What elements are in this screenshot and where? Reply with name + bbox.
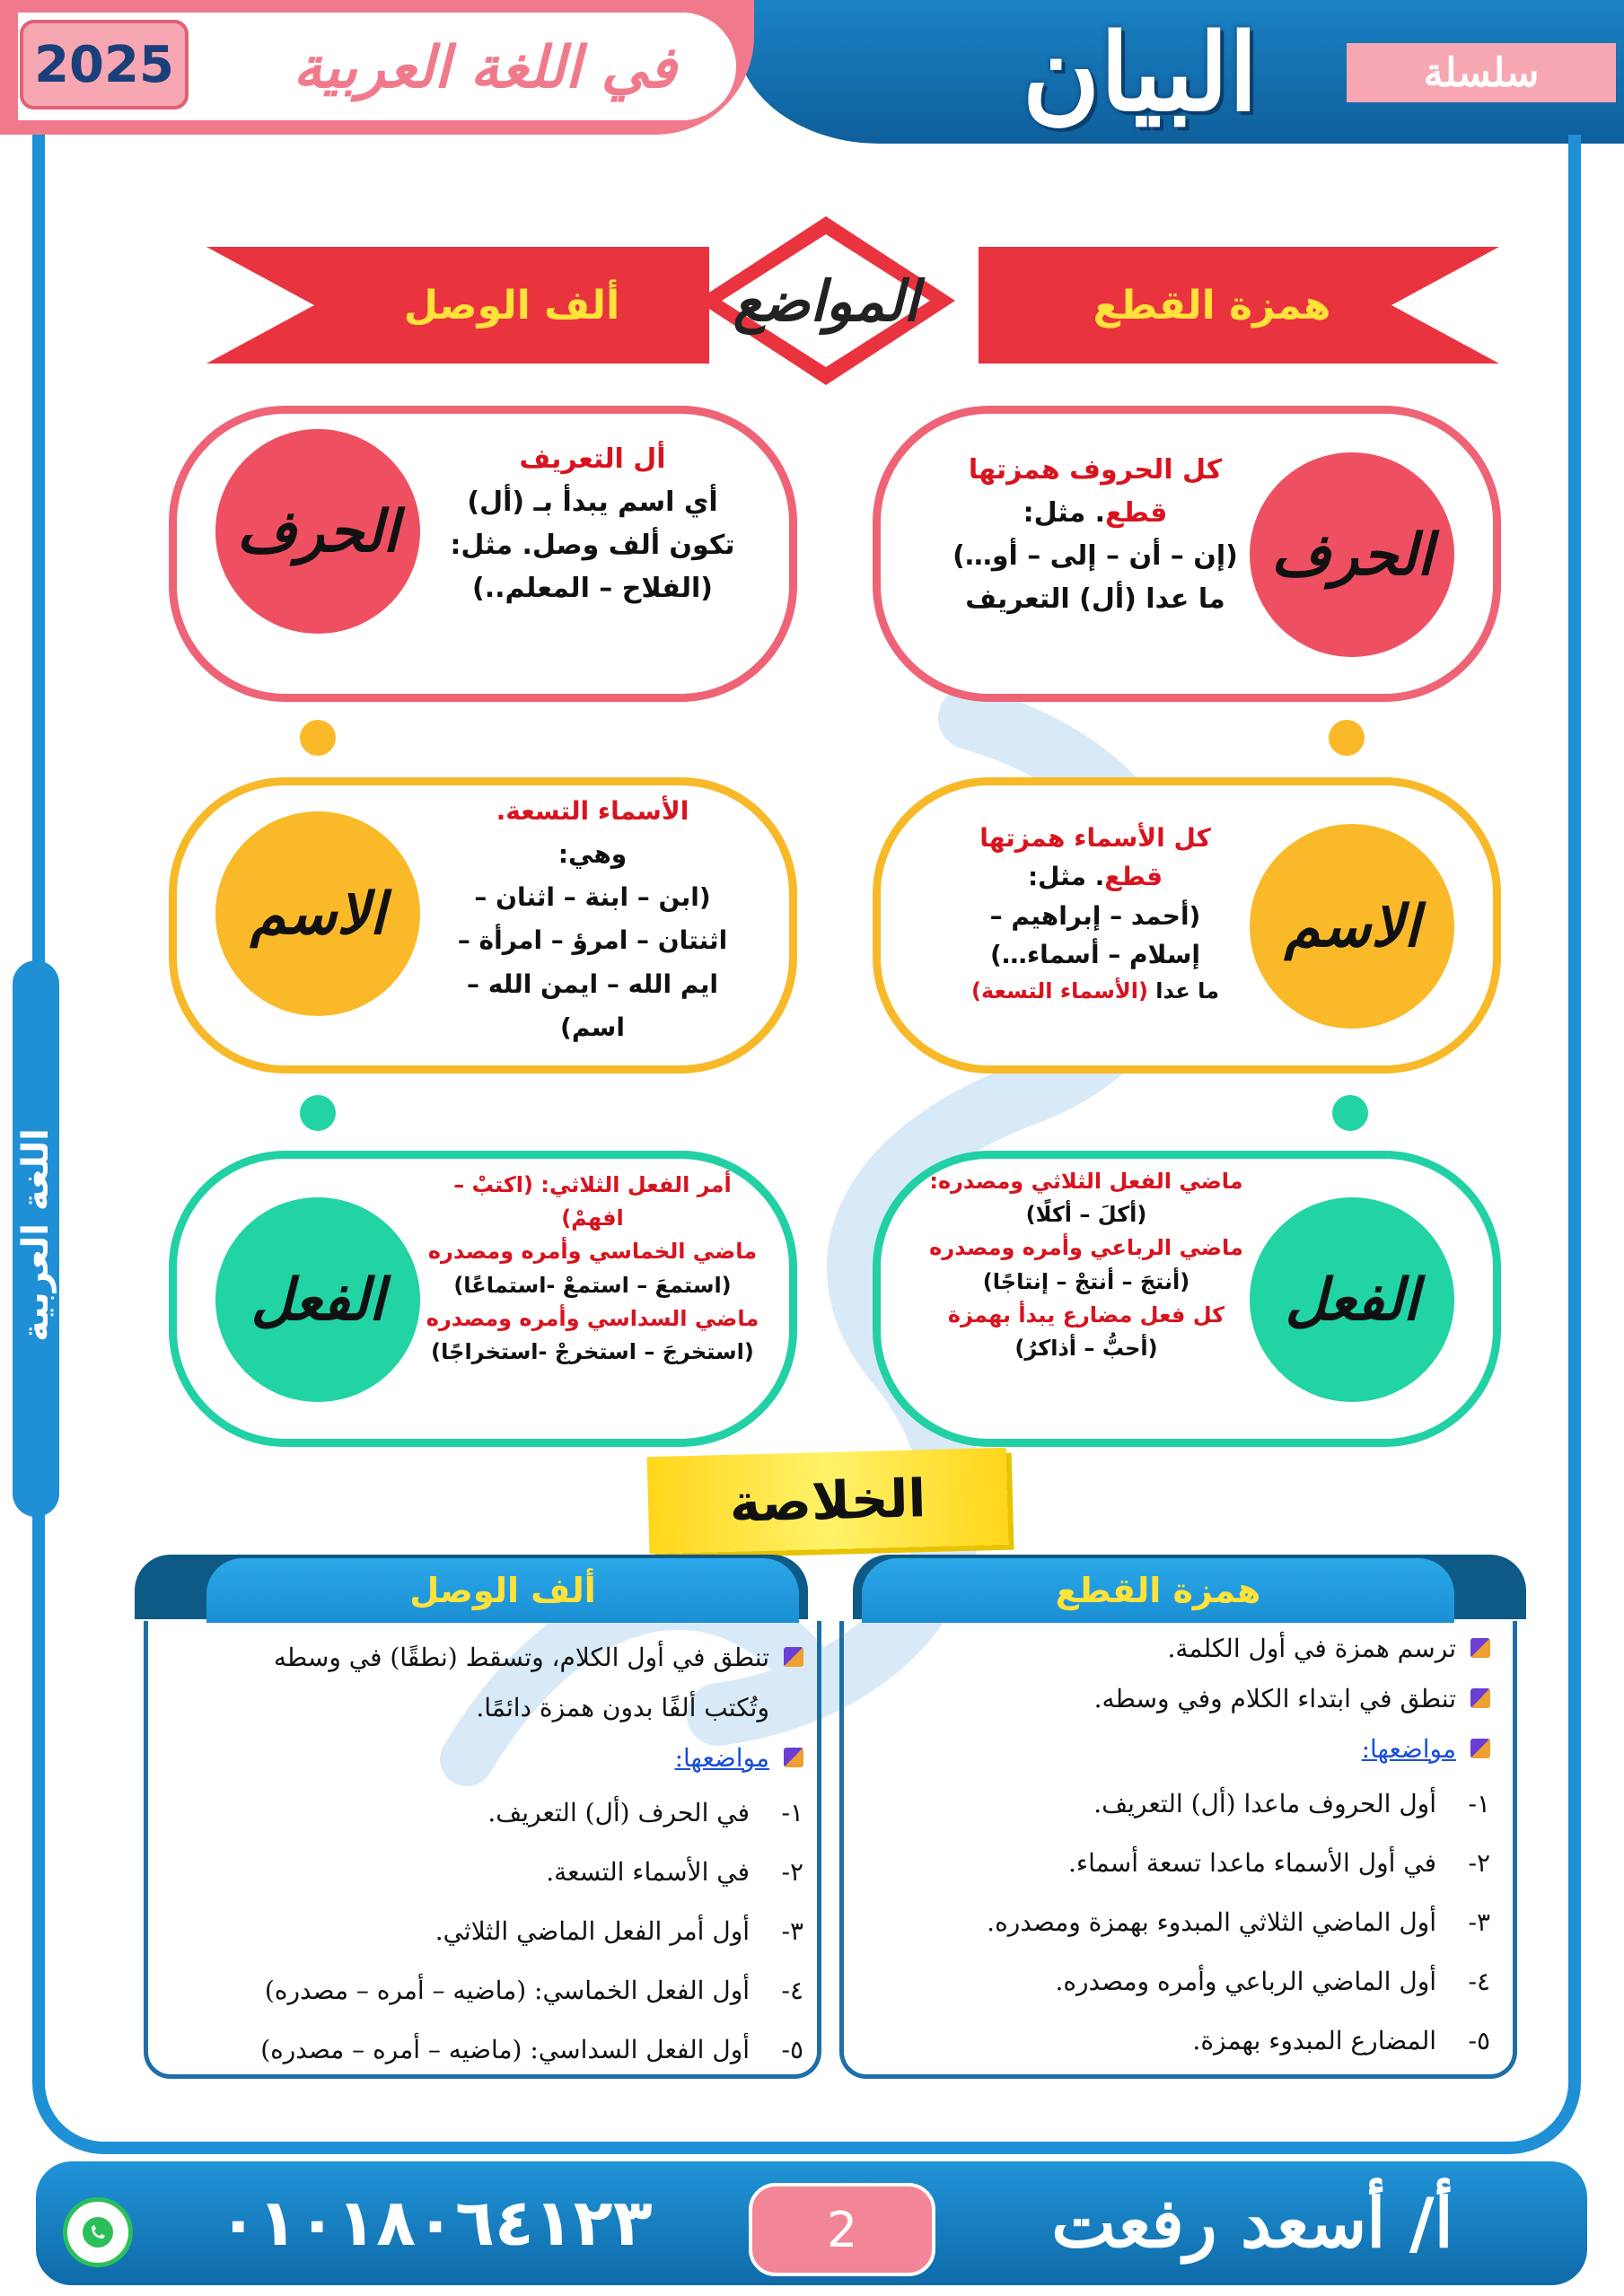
phone-number[interactable]: ٠١٠١٨٠٦٤١٢٣	[218, 2185, 653, 2260]
wasl-ism-l2: وهي:	[557, 839, 628, 870]
series-tag: سلسلة	[1347, 43, 1616, 102]
qat-fel-l3: ماضي الرباعي وأمره ومصدره	[929, 1235, 1243, 1261]
qat-item-num: ١-	[1468, 1788, 1490, 1818]
qat-sum-b1: ترسم همزة في أول الكلمة.	[1167, 1633, 1456, 1663]
wasl-fel-l3: ماضي الخماسي وأمره ومصدره	[427, 1239, 758, 1265]
wasl-item-num: ٣-	[781, 1915, 803, 1946]
qat-fel-l5: كل فعل مضارع يبدأ بهمزة	[947, 1301, 1225, 1328]
qat-harf-text	[925, 449, 1266, 621]
qat-item-num: ٥-	[1468, 2025, 1490, 2055]
wasl-ism-l5: ايم الله – ايمن الله –	[467, 968, 718, 999]
wasl-fel-l5: ماضي السداسي وأمره ومصدره	[426, 1305, 759, 1331]
qat-ism-l2: قطع	[1104, 862, 1163, 892]
wasl-column-heading: ألف الوصل	[206, 1558, 799, 1623]
page-number: 2	[749, 2183, 935, 2276]
connector-dot	[1332, 1095, 1368, 1131]
wasl-item-num: ٥-	[781, 2034, 803, 2064]
bullet-icon	[1470, 1638, 1490, 1658]
qat-fel-text	[907, 1165, 1266, 1365]
qat-fel-l6: (أحبُّ – أذاكرُ)	[1014, 1335, 1158, 1361]
qat-ism-circle: الاسم	[1250, 824, 1454, 1029]
qat-ism-l4: إسلام – أسماء…)	[990, 940, 1200, 970]
wasl-item-text: أول الفعل السداسي: (ماضيه – أمره – مصدره)	[260, 2034, 750, 2064]
qat-harf-l2b: . مثل:	[1023, 497, 1106, 529]
qat-ism-l1: كل الأسماء همزتها	[979, 823, 1211, 853]
qat-sum-b2: تنطق في ابتداء الكلام وفي وسطه.	[1093, 1683, 1456, 1713]
qat-ism-l3: (أحمد – إبراهيم –	[989, 900, 1201, 931]
qat-fel-l4: (أنتجَ – أنتجْ – إنتاجًا)	[982, 1268, 1190, 1294]
wasl-item-text: في الحرف (أل) التعريف.	[487, 1797, 750, 1827]
wasl-item-num: ٢-	[781, 1856, 803, 1887]
qat-ism-l5a: ما عدا	[1147, 977, 1219, 1003]
summary-title: الخلاصة	[647, 1448, 1009, 1554]
qat-harf-l1: كل الحروف همزتها	[968, 454, 1223, 486]
wasl-ism-l1: الأسماء التسعة.	[496, 796, 689, 826]
bullet-icon	[1470, 1688, 1490, 1708]
year-badge: 2025	[20, 20, 189, 110]
qat-item-num: ٢-	[1468, 1847, 1490, 1878]
wasl-fel-text	[413, 1169, 772, 1369]
connector-dot	[300, 720, 336, 756]
brand-logo-text: البيان	[1022, 9, 1259, 135]
bullet-icon	[784, 1647, 803, 1667]
wasl-fel-l2: افهمْ)	[561, 1205, 624, 1231]
qat-ism-l2b: . مثل:	[1027, 862, 1105, 892]
ribbon-right-text: همزة القطع	[1093, 282, 1331, 329]
side-label: اللغة العربية	[15, 1128, 57, 1342]
connector-dot	[300, 1095, 336, 1131]
wasl-item-text: أول الفعل الخماسي: (ماضيه – أمره – مصدره)	[264, 1975, 750, 2005]
ribbon-left-text: ألف الوصل	[403, 282, 620, 329]
wasl-summary-list	[166, 1632, 803, 2079]
wasl-ism-l4: اثنتان – امرؤ – امرأة –	[457, 925, 728, 956]
qat-item-text: المضارع المبدوء بهمزة.	[1192, 2025, 1436, 2055]
qat-item-text: أول الماضي الثلاثي المبدوء بهمزة ومصدره.	[987, 1906, 1436, 1937]
wasl-fel-circle: الفعل	[215, 1197, 420, 1402]
wasl-item-num: ١-	[781, 1797, 803, 1827]
qat-item-num: ٤-	[1468, 1966, 1490, 1996]
connector-dot	[1329, 720, 1365, 756]
wasl-item-num: ٤-	[781, 1975, 803, 2005]
ribbon-center-text: المواضع	[733, 267, 919, 334]
qat-harf-l2: قطع	[1105, 497, 1168, 529]
whatsapp-icon[interactable]	[63, 2197, 133, 2267]
wasl-harf-l2: أي اسم يبدأ بـ (أل)	[467, 486, 718, 518]
qat-ism-l5b: (الأسماء التسعة)	[971, 977, 1148, 1003]
whatsapp-glyph	[78, 2213, 118, 2252]
qat-fel-l2: (أكلَ – أكلًا)	[1025, 1202, 1147, 1228]
qat-item-text: في أول الأسماء ماعدا تسعة أسماء.	[1068, 1847, 1436, 1878]
wasl-harf-l3: تكون ألف وصل. مثل:	[450, 530, 735, 561]
wasl-fel-l6: (استخرجَ – استخرجْ -استخراجًا)	[431, 1338, 754, 1364]
wasl-ism-circle: الاسم	[215, 811, 420, 1016]
wasl-harf-text	[422, 438, 763, 610]
wasl-places-label: مواضعها:	[674, 1742, 769, 1773]
wasl-harf-l4: (الفلاح – المعلم..)	[471, 573, 713, 604]
wasl-sum-b1: تنطق في أول الكلام، وتسقط (نطقًا) في وسطه	[273, 1642, 769, 1672]
wasl-harf-l1: أل التعريف	[519, 443, 666, 475]
wasl-harf-circle: الحرف	[215, 429, 420, 634]
qat-item-num: ٣-	[1468, 1906, 1490, 1937]
qat-harf-l4: ما عدا (أل) التعريف	[965, 583, 1225, 615]
wasl-ism-l6: اسم)	[560, 1012, 625, 1042]
wasl-ism-text	[422, 790, 763, 1049]
qat-summary-list	[862, 1623, 1490, 2070]
wasl-item-text: أول أمر الفعل الماضي الثلاثي.	[435, 1915, 750, 1946]
qat-fel-l1: ماضي الفعل الثلاثي ومصدره:	[929, 1169, 1243, 1194]
qat-column-heading: همزة القطع	[862, 1558, 1454, 1623]
subject-title: في اللغة العربية	[293, 33, 677, 101]
bullet-icon	[784, 1748, 803, 1767]
wasl-fel-l1: أمر الفعل الثلاثي: (اكتبْ –	[453, 1172, 732, 1197]
wasl-item-text: في الأسماء التسعة.	[546, 1856, 750, 1887]
bullet-icon	[1470, 1739, 1490, 1758]
teacher-name: أ/ أسعد رفعت	[1051, 2182, 1453, 2263]
qat-item-text: أول الحروف ماعدا (أل) التعريف.	[1093, 1788, 1436, 1818]
wasl-fel-l4: (استمعَ – استمعْ -استماعًا)	[453, 1272, 732, 1298]
qat-harf-circle: الحرف	[1250, 452, 1454, 657]
wasl-ism-l3: (ابن – ابنة – اثنان –	[474, 882, 711, 913]
qat-harf-l3: (إن – أن – إلى – أو…)	[952, 540, 1238, 572]
wasl-sum-b1b: وتُكتب ألفًا بدون همزة دائمًا.	[476, 1692, 769, 1722]
qat-ism-text	[925, 819, 1266, 1008]
qat-item-text: أول الماضي الرباعي وأمره ومصدره.	[1055, 1966, 1436, 1996]
qat-fel-circle: الفعل	[1250, 1197, 1454, 1402]
qat-places-label: مواضعها:	[1361, 1733, 1456, 1764]
